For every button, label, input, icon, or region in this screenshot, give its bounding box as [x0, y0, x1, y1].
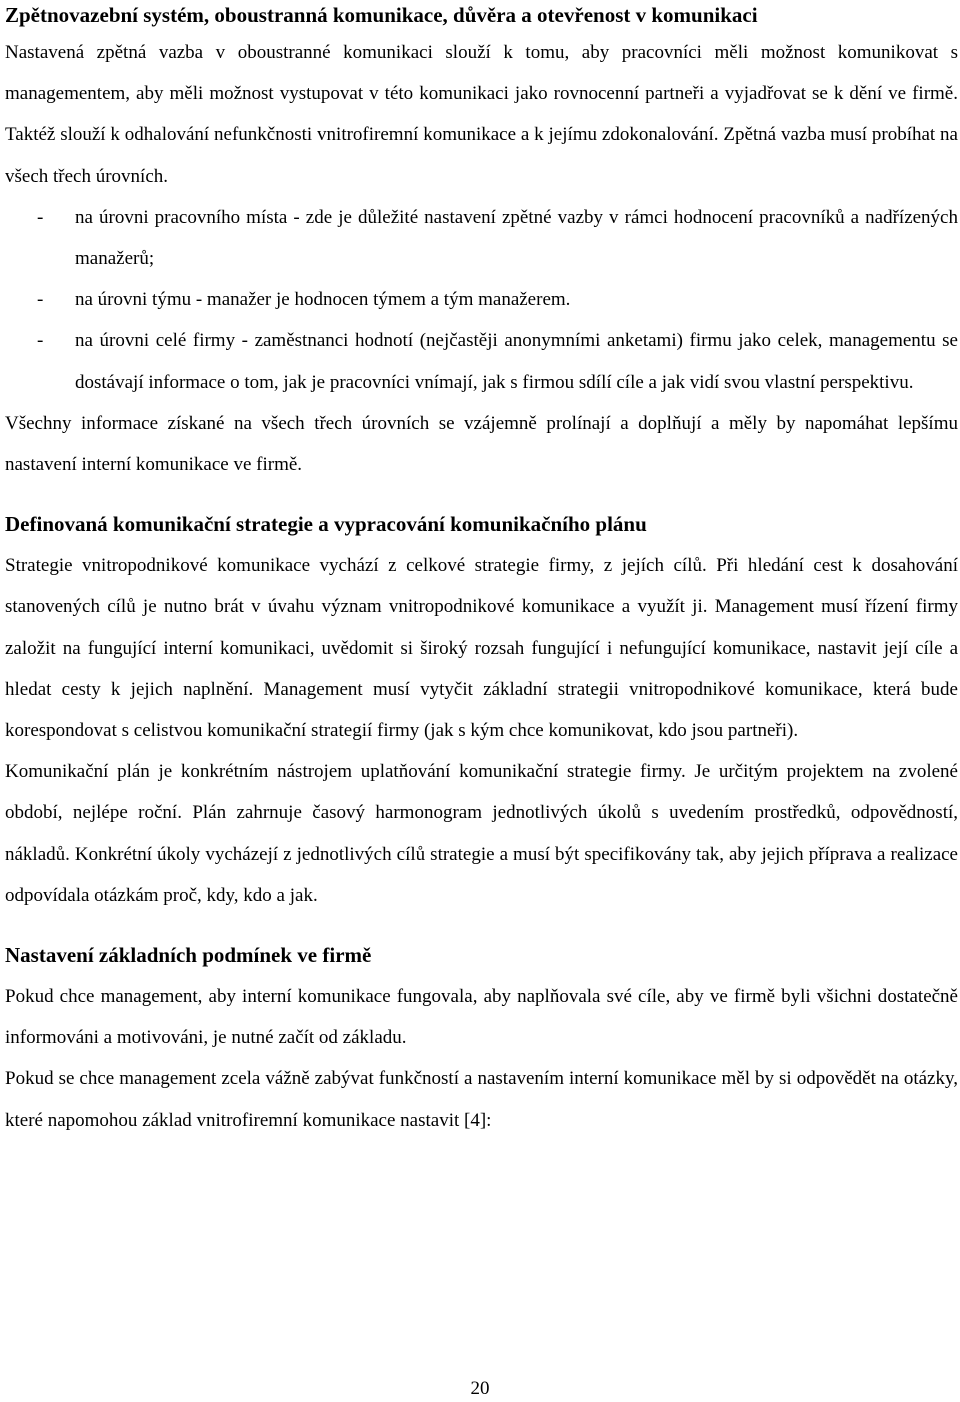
paragraph-conditions-2: Pokud se chce management zcela vážně zabývat funkčností a nastavením interní komunikace měl by si odpovědět na otázky, které napomohou základ vnitrofiremní komunikace nastavit [4]: — [5, 1068, 958, 1131]
list-item — [5, 279, 958, 320]
heading-feedback-system: Zpětnovazební systém, oboustranná komunikace, důvěra a otevřenost v komunikaci — [5, 3, 758, 27]
paragraph-feedback: Nastavená zpětná vazba v oboustranné komunikaci slouží k tomu, aby pracovníci měli možnost komunikovat s managementem, aby měli možnost vystupovat v této komunikaci jako rovnocenní partneři a vyjadřovat se k dění ve firmě. Taktéž slouží k odhalování nefunkčnosti vnitrofiremní komunikace a k jejímu zdokonalování. Zpětná vazba musí probíhat na všech třech úrovních. — [5, 42, 958, 187]
paragraph-strategy: Strategie vnitropodnikové komunikace vychází z celkové strategie firmy, z jejích cílů. Při hledání cest k dosahování stanovených cílů je nutno brát v úvahu význam vnitropodnikové komunikace a využít ji. Management musí řízení firmy založit na fungující interní komunikaci, uvědomit si široký rozsah fungující i nefungující komunikace, nastavit její cíle a hledat cesty k jejich naplnění. Management musí vytyčit základní strategii vnitropodnikové komunikace, která bude korespondovat s celistvou komunikační strategií firmy (jak s kým chce komunikovat, kdo jsou partneři). — [5, 555, 958, 742]
list-dash: - — [37, 330, 44, 352]
list-dash: - — [37, 289, 44, 311]
list-item-text: na úrovni týmu - manažer je hodnocen týmem a tým manažerem. — [75, 289, 571, 311]
list-dash: - — [37, 206, 44, 228]
paragraph-information: Všechny informace získané na všech třech úrovních se vzájemně prolínají a doplňují a měly by napomáhat lepšímu nastavení interní komunikace ve firmě. — [5, 412, 958, 476]
heading-basic-conditions: Nastavení základních podmínek ve firmě — [5, 943, 372, 968]
list-item — [5, 320, 958, 402]
paragraph-communication-plan: Komunikační plán je konkrétním nástrojem uplatňování komunikační strategie firmy. Je určitým projektem na zvolené období, nejlépe roční. Plán zahrnuje časový harmonogram jednotlivých úkolů s uvedením prostředků, odpovědností, nákladů. Konkrétní úkoly vycházejí z jednotlivých cílů strategie a musí být specifikovány tak, aby jejich příprava a realizace odpovídala otázkám proč, kdy, kdo a jak. — [5, 761, 958, 906]
feedback-levels-list — [5, 197, 958, 403]
heading-communication-strategy: Definovaná komunikační strategie a vypracování komunikačního plánu — [5, 512, 647, 537]
list-item-text: na úrovni celé firmy - zaměstnanci hodnotí (nejčastěji anonymními anketami) firmu jako celek, managementu se dostávají informace o tom, jak je pracovníci vnímají, jak s firmou sdílí cíle a jak vidí svou vlastní perspektivu. — [75, 330, 958, 393]
page-number: 20 — [470, 1378, 490, 1399]
paragraph-conditions-1: Pokud chce management, aby interní komunikace fungovala, aby naplňovala své cíle, aby ve firmě byli všichni dostatečně informováni a motivováni, je nutné začít od základu. — [5, 986, 958, 1049]
list-item-text: na úrovni pracovního místa - zde je důležité nastavení zpětné vazby v rámci hodnocení pracovníků a nadřízených manažerů; — [75, 206, 958, 270]
list-item — [5, 197, 958, 279]
